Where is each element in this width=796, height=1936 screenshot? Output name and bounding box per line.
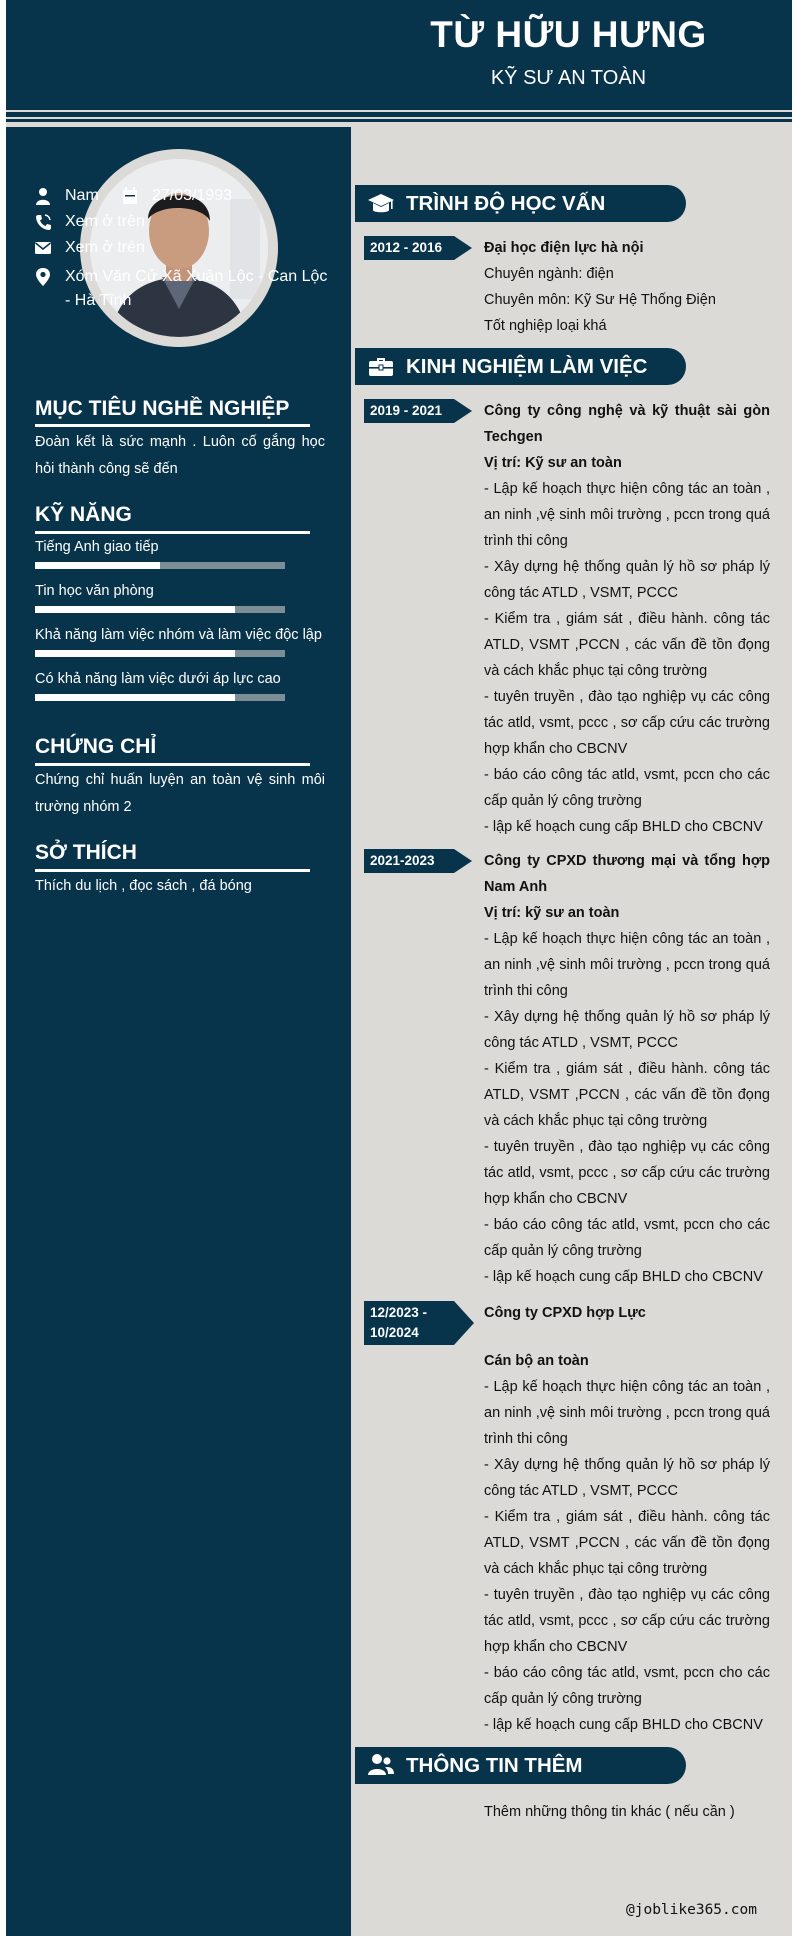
phone-value: Xem ở trên	[65, 213, 145, 230]
date-arrow	[454, 236, 472, 260]
education-line: Chuyên môn: Kỹ Sư Hệ Thống Điện	[484, 292, 716, 308]
education-title: TRÌNH ĐỘ HỌC VẤN	[406, 192, 606, 215]
job-duty: - Lập kế hoạch thực hiện công tác an toàn , an ninh ,vệ sinh môi trường , pccn trong quá trình thi công	[484, 481, 770, 549]
objective-title: MỤC TIÊU NGHỀ NGHIỆP	[35, 397, 290, 420]
job-duty: - tuyên truyền , đào tạo nghiệp vụ các công tác atld, vsmt, pccc , sơ cấp cứu các trường hợp khẩn cho CBCNV	[484, 1139, 770, 1207]
job-date: 2019 - 2021	[364, 399, 454, 423]
date-arrow	[454, 849, 472, 873]
job-duty: - báo cáo công tác atld, vsmt, pccn cho các cấp quản lý công trường	[484, 1665, 770, 1707]
skill-label: Khả năng làm việc nhóm và làm việc độc lập	[35, 627, 322, 643]
phone-row	[35, 213, 145, 231]
job-entry	[484, 848, 770, 1290]
skill-fill	[35, 694, 235, 701]
date-arrow	[454, 1301, 474, 1345]
skill-fill	[35, 650, 235, 657]
users-icon	[367, 1751, 395, 1779]
job-duty: - báo cáo công tác atld, vsmt, pccn cho các cấp quản lý công trường	[484, 1217, 770, 1259]
date-arrow	[454, 399, 472, 423]
job-duty: - Kiểm tra , giám sát , điều hành. công tác ATLD, VSMT ,PCCN , các vấn đề tồn đọng và cách khắc phục tại công trường	[484, 1061, 770, 1129]
job-entry	[484, 398, 770, 840]
job-duty: - Xây dựng hệ thống quản lý hồ sơ pháp lý công tác ATLD , VSMT, PCCC	[484, 559, 770, 601]
education-line: Chuyên ngành: điện	[484, 266, 614, 282]
company-name: Công ty CPXD hợp Lực	[484, 1305, 646, 1321]
sidebar	[6, 127, 351, 1936]
email-row	[35, 239, 145, 257]
certificates-title: CHỨNG CHỈ	[35, 735, 157, 758]
address-value: Xóm Văn Cử Xã Xuân Lộc - Can Lộc - Hà Tĩnh	[65, 268, 328, 309]
job-duty: - Lập kế hoạch thực hiện công tác an toàn , an ninh ,vệ sinh môi trường , pccn trong quá trình thi công	[484, 931, 770, 999]
experience-title: KINH NGHIỆM LÀM VIỆC	[406, 355, 648, 378]
hobbies-text: Thích du lịch , đọc sách , đá bóng	[35, 878, 252, 894]
email-value: Xem ở trên	[65, 239, 145, 256]
job-duty: - Kiểm tra , giám sát , điều hành. công tác ATLD, VSMT ,PCCN , các vấn đề tồn đọng và cách khắc phục tại công trường	[484, 1509, 770, 1577]
skills-rule	[35, 531, 310, 534]
additional-title: THÔNG TIN THÊM	[406, 1754, 583, 1777]
job-duty: - lập kế hoạch cung cấp BHLD cho CBCNV	[484, 819, 763, 835]
job-duty: - Xây dựng hệ thống quản lý hồ sơ pháp lý công tác ATLD , VSMT, PCCC	[484, 1457, 770, 1499]
gender-row	[35, 187, 99, 205]
watermark: @joblike365.com	[626, 1902, 757, 1918]
hobbies-rule	[35, 869, 310, 872]
job-date: 2021-2023	[364, 849, 454, 873]
job-date: 12/2023 - 10/2024	[364, 1301, 454, 1345]
skill-label: Có khả năng làm việc dưới áp lực cao	[35, 671, 281, 687]
location-pin-icon	[35, 268, 51, 286]
job-position: Cán bộ an toàn	[484, 1353, 589, 1369]
header-divider-thin	[6, 119, 792, 122]
additional-text: Thêm những thông tin khác ( nếu cần )	[484, 1804, 735, 1820]
skill-label: Tiếng Anh giao tiếp	[35, 539, 159, 555]
spacer	[484, 1326, 770, 1348]
skill-bar	[35, 694, 285, 701]
education-entry	[484, 235, 770, 339]
certificates-rule	[35, 763, 310, 766]
job-duty: - tuyên truyền , đào tạo nghiệp vụ các công tác atld, vsmt, pccc , sơ cấp cứu các trường hợp khẩn cho CBCNV	[484, 1587, 770, 1655]
job-duty: - lập kế hoạch cung cấp BHLD cho CBCNV	[484, 1717, 763, 1733]
header-divider	[6, 112, 792, 117]
person-icon	[35, 187, 51, 205]
job-title: KỸ SƯ AN TOÀN	[490, 67, 647, 89]
job-duty: - Xây dựng hệ thống quản lý hồ sơ pháp lý công tác ATLD , VSMT, PCCC	[484, 1009, 770, 1051]
job-duty: - Kiểm tra , giám sát , điều hành. công tác ATLD, VSMT ,PCCN , các vấn đề tồn đọng và cách khắc phục tại công trường	[484, 611, 770, 679]
job-position: Vị trí: Kỹ sư an toàn	[484, 455, 622, 471]
objective-rule	[35, 424, 310, 427]
job-entry	[484, 1300, 770, 1738]
birthday-row	[122, 187, 232, 205]
skill-fill	[35, 606, 235, 613]
job-duty: - tuyên truyền , đào tạo nghiệp vụ các công tác atld, vsmt, pccc , sơ cấp cứu các trường hợp khẩn cho CBCNV	[484, 689, 770, 757]
education-date: 2012 - 2016	[364, 236, 454, 260]
skills-title: KỸ NĂNG	[35, 503, 132, 526]
skill-bar	[35, 650, 285, 657]
skill-bar	[35, 606, 285, 613]
job-duty: - lập kế hoạch cung cấp BHLD cho CBCNV	[484, 1269, 763, 1285]
education-line: Tốt nghiệp loại khá	[484, 318, 607, 334]
job-duty: - báo cáo công tác atld, vsmt, pccn cho các cấp quản lý công trường	[484, 767, 770, 809]
gender-value: Nam	[65, 187, 99, 204]
candidate-name: TỪ HỮU HƯNG	[430, 14, 707, 55]
address-row	[35, 265, 335, 313]
school-name: Đại học điện lực hà nội	[484, 240, 644, 256]
company-name: Công ty công nghệ và kỹ thuật sài gòn Techgen	[484, 403, 770, 445]
calendar-icon	[122, 187, 138, 205]
skill-bar	[35, 562, 285, 569]
objective-text: Đoàn kết là sức mạnh . Luôn cố gắng học hỏi thành công sẽ đến	[35, 434, 325, 477]
hobbies-title: SỞ THÍCH	[35, 841, 137, 864]
graduation-cap-icon	[367, 190, 395, 218]
skill-label: Tin học văn phòng	[35, 583, 154, 599]
cv-page	[6, 0, 792, 1936]
job-position: Vị trí: kỹ sư an toàn	[484, 905, 620, 921]
company-name: Công ty CPXD thương mại và tổng hợp Nam Anh	[484, 853, 770, 895]
birthday-value: 27/03/1993	[152, 187, 233, 204]
skill-fill	[35, 562, 160, 569]
phone-icon	[35, 213, 51, 231]
job-duty: - Lập kế hoạch thực hiện công tác an toàn , an ninh ,vệ sinh môi trường , pccn trong quá trình thi công	[484, 1379, 770, 1447]
certificates-text: Chứng chỉ huấn luyện an toàn vệ sinh môi trường nhóm 2	[35, 772, 325, 815]
envelope-icon	[35, 239, 51, 257]
briefcase-icon	[367, 352, 395, 380]
